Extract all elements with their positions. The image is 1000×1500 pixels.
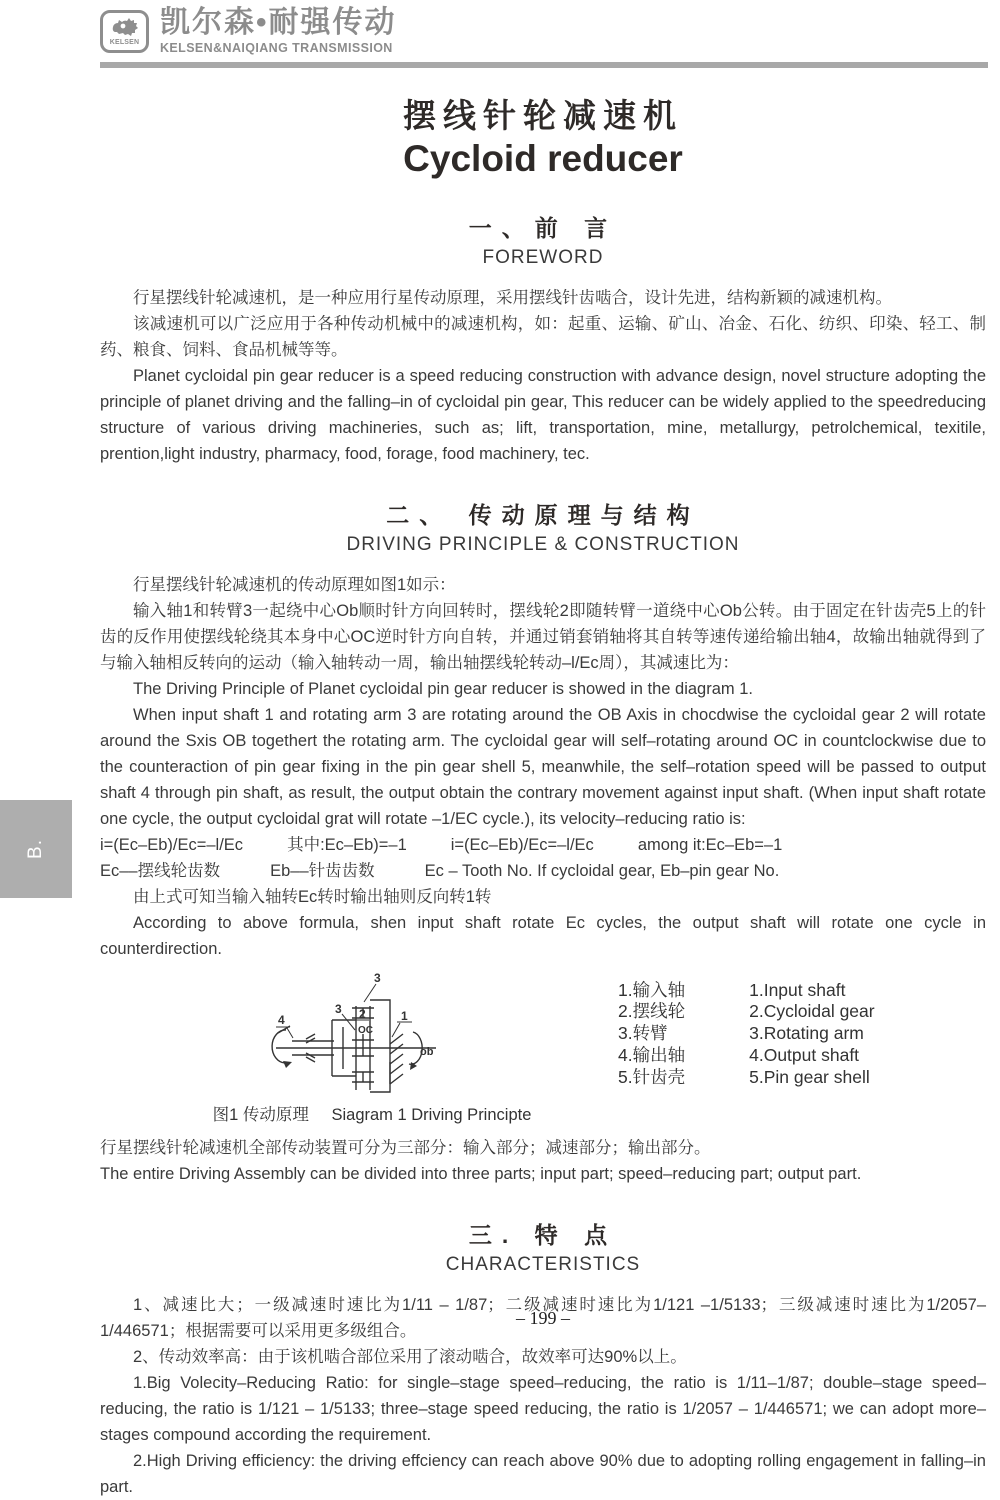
definition-en: Ec – Tooth No. If cycloidal gear, Eb–pin gear No. [424,861,780,880]
characteristic-item1-cn: 1、减速比大；一级减速时速比为1/11 – 1/87；二级减速时速比为1/121 –1/5133；三级减速时速比为1/2057–1/446571；根据需要可以采用更多级组合。 [100,1295,986,1340]
definition-ec-cn: Ec––摆线轮齿数 [100,861,221,880]
diagram-label-ob: ob [420,1045,434,1058]
legend-item: 4.输出轴 [618,1044,686,1065]
legend-column-chinese [618,980,685,1125]
page-header [0,0,1000,55]
section1-heading-english: FOREWORD [482,246,604,268]
figure-1-block [100,970,986,1125]
definition-eb-cn: Eb––针齿齿数 [270,861,375,880]
section-principle-heading [100,497,986,556]
figure-1-caption [204,1101,540,1125]
diagram-label-gear: 2 [359,1006,366,1021]
foreword-paragraph-cn-1: 行星摆线针轮减速机，是一种应用行星传动原理，采用摆线针齿啮合，设计先进，结构新颖的减速机构。 [133,288,892,307]
formula-part-2: 其中:Ec–Eb)=–1 [287,835,407,854]
diagram-label-arm-top: 3 [374,970,381,985]
header-divider-bar [100,62,988,68]
assembly-parts-cn: 行星摆线针轮减速机全部传动装置可分为三部分：输入部分；减速部分；输出部分。 [100,1138,711,1157]
brand-name-chinese: 凯尔森•耐强传动 [160,6,397,39]
characteristic-item2-cn: 2、传动效率高：由于该机啮合部位采用了滚动啮合，故效率可达90%以上。 [133,1347,687,1366]
legend-item: 1.Input shaft [749,979,846,1000]
section3-heading-english: CHARACTERISTICS [445,1253,641,1275]
legend-column-english [749,980,874,1125]
logo-wordmark: KELSEN [109,39,140,47]
legend-item: 3.Rotating arm [749,1023,864,1044]
kelsen-logo [100,10,149,53]
brand-block [160,8,397,55]
legend-item: 3.转臂 [618,1023,668,1044]
legend-item: 2.Cycloidal gear [749,1001,875,1022]
document-body [100,90,986,1500]
legend-item: 1.输入轴 [618,979,686,1000]
symbol-definitions-row [100,858,986,884]
principle-paragraph-cn-1: 行星摆线针轮减速机的传动原理如图1如示： [133,575,456,594]
section1-heading-chinese: 一、前 言 [468,214,618,241]
section2-heading-english: DRIVING PRINCIPLE & CONSTRUCTION [346,533,740,555]
foreword-paragraph-en: Planet cycloidal pin gear reducer is a speed reducing construction with advance design, novel structure adopting the principle of planet driving and the falling–in of cycloidal pin gear, This reducer can be widely applied to the speedreducing structure of various driving machineries, such as; lift, transportation, mine, metallurgy, petrolchemical, texitile, prention,light industry, pharmacy, food, forage, food machinery, tec. [100,366,986,463]
assembly-parts-en: The entire Driving Assembly can be divided into three parts; input part; speed–reducing part; output part. [100,1164,862,1183]
principle-paragraph-en-1: The Driving Principle of Planet cycloidal pin gear reducer is showed in the diagram 1. [133,679,753,698]
figure-1-diagram-area [204,970,540,1125]
driving-principle-diagram [268,970,476,1095]
figure-caption-english: Siagram 1 Driving Principte [331,1105,532,1124]
section-foreword-heading [100,210,986,269]
gear-dog-icon [109,16,141,38]
diagram-label-oc: OC [358,1024,373,1036]
principle-paragraph-en-2: When input shaft 1 and rotating arm 3 are rotating around the OB Axis in chocdwise the cycloidal gear 2 will rotate around the Sxis OB togethert the rotating arm. The cycloidal gear will self–rotating around OC in countclockwise due to the counteraction of pin gear fixing in the pin gear shell 5, meanwhile, the self–rotation speed will be passed to output shaft 4 through pin shaft, as result, the output obtain the contrary movement against input shaft. (When input shaft rotate one cycle, the output cycloidal grat will rotate –1/EC cycle.), its velocity–reducing ratio is: [100,705,986,828]
legend-item: 5.针齿壳 [618,1066,686,1087]
legend-item: 2.摆线轮 [618,1001,686,1022]
formula-part-1: i=(Ec–Eb)/Ec=–l/Ec [100,835,244,854]
velocity-ratio-formula-row [100,832,986,858]
diagram-label-input: 1 [401,1008,408,1023]
section3-heading-chinese: 三. 特 点 [468,1221,618,1248]
page-number: – 199 – [516,1308,570,1328]
section2-heading-chinese: 二、 传动原理与结构 [386,501,700,528]
page-title-english: Cycloid reducer [403,137,683,179]
principle-note-cn: 由上式可知当输入轴转Ec转时输出轴则反向转1转 [133,887,492,906]
formula-part-4: among it:Ec–Eb=–1 [637,835,783,854]
characteristic-item1-en: 1.Big Volecity–Reducing Ratio: for single–stage speed–reducing, the ratio is 1/11–1/87; double–stage speed–reducing, the ratio is 1/121 – 1/5133; three–stage speed reducing, the ratio is 1/2057 – 1/446571; we can adopt more–stages compound according the requirement. [100,1373,986,1444]
section-index-tab [0,800,72,898]
legend-item: 5.Pin gear shell [749,1066,870,1087]
page-title-chinese: 摆线针轮减速机 [403,96,683,134]
principle-note-en: According to above formula, shen input shaft rotate Ec cycles, the output shaft will rotate one cycle in counterdirection. [100,913,986,958]
foreword-paragraph-cn-2: 该减速机可以广泛应用于各种传动机械中的减速机构，如：起重、运输、矿山、冶金、石化、纺织、印染、轻工、制药、粮食、饲料、食品机械等等。 [100,314,986,359]
figure-1-legend [618,980,875,1125]
diagram-label-output: 4 [278,1012,285,1027]
brand-name-english: KELSEN&NAIQIANG TRANSMISSION [160,40,393,55]
characteristic-item2-en: 2.High Driving efficiency: the driving effciency can reach above 90% due to adopting rolling engagement in falling–in part. [100,1451,986,1496]
section-characteristics-heading [100,1217,986,1276]
diagram-label-arm-inner: 3 [335,1001,342,1016]
principle-paragraph-cn-2: 输入轴1和转臂3一起绕中心Ob顺时针方向回转时，摆线轮2即随转臂一道绕中心Ob公转。由于固定在针齿壳5上的针齿的反作用使摆线轮绕其本身中心OC逆时针方向自转，并通过销套销轴将其自转等速传递给输出轴4，故输出轴就得到了与输入轴相反转向的运动（输入轴转动一周，输出轴摆线轮转动–l/Ec周），其减速比为： [100,601,986,672]
figure-caption-chinese: 图1 传动原理 [212,1105,309,1124]
section-index-label: B. [24,839,46,859]
legend-item: 4.Output shaft [749,1044,860,1065]
formula-part-3: i=(Ec–Eb)/Ec=–l/Ec [450,835,594,854]
